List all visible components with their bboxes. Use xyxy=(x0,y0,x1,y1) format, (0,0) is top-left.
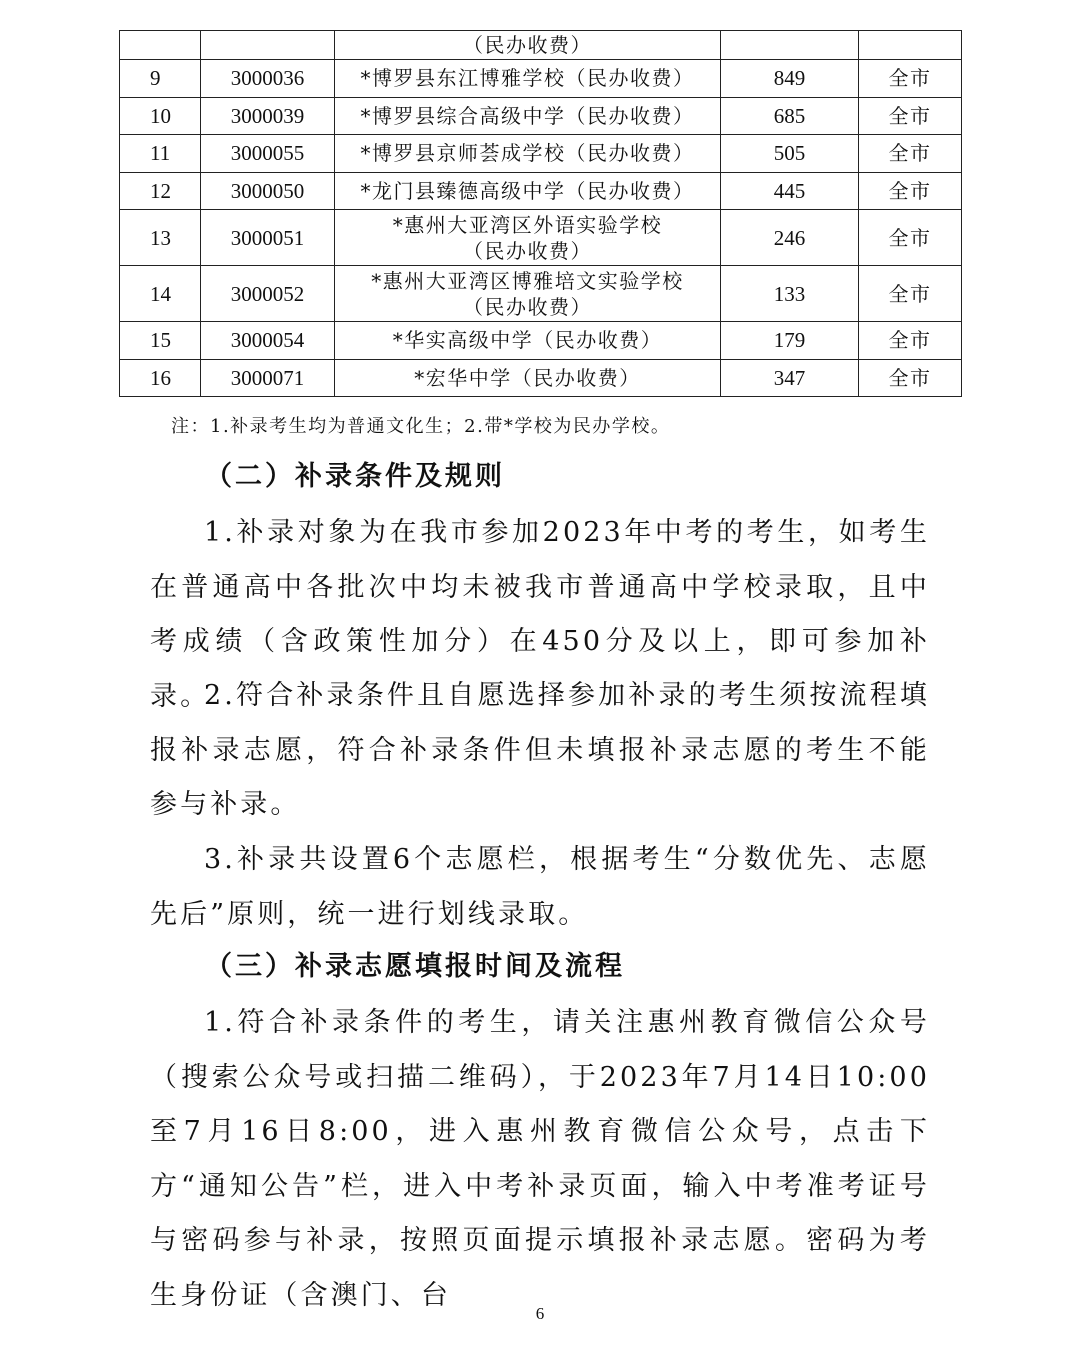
code-cell: 3000051 xyxy=(201,210,335,266)
school-name-line: *博罗县京师荟成学校（民办收费） xyxy=(360,141,695,166)
code-cell: 3000071 xyxy=(201,359,335,397)
table-row xyxy=(120,266,962,322)
table-row xyxy=(120,135,962,173)
plan-count-cell: 179 xyxy=(721,322,859,360)
school-name-line: *华实高级中学（民办收费） xyxy=(392,328,663,353)
school-name-cell xyxy=(335,322,721,360)
school-name-cell xyxy=(335,60,721,98)
school-name-line: *宏华中学（民办收费） xyxy=(414,365,641,390)
table-row xyxy=(120,322,962,360)
code-cell: 3000055 xyxy=(201,135,335,173)
scope-cell: 全市 xyxy=(859,60,962,98)
table-row xyxy=(120,359,962,397)
section-2-heading: （二）补录条件及规则 xyxy=(205,461,505,492)
school-name-line: *博罗县综合高级中学（民办收费） xyxy=(360,103,695,128)
table-row xyxy=(120,172,962,210)
scope-cell: 全市 xyxy=(859,210,962,266)
school-name-cell xyxy=(335,135,721,173)
index-cell: 16 xyxy=(120,359,201,397)
school-name-line: *惠州大亚湾区外语实验学校 xyxy=(392,212,663,237)
scope-cell: 全市 xyxy=(859,322,962,360)
school-name-cell: （民办收费） xyxy=(335,31,721,60)
index-cell: 15 xyxy=(120,322,201,360)
section-2-paragraph-1: 1.补录对象为在我市参加2023年中考的考生，如考生在普通高中各批次中均未被我市普通高中学校录取，且中考成绩（含政策性加分）在450分及以上，即可参加补录。 xyxy=(150,517,930,712)
school-name-line: （民办收费） xyxy=(463,238,592,263)
index-cell: 9 xyxy=(120,60,201,98)
plan-count-cell: 246 xyxy=(721,210,859,266)
index-cell: 10 xyxy=(120,97,201,135)
section-2-paragraph-3: 3.补录共设置6个志愿栏，根据考生“分数优先、志愿先后”原则，统一进行划线录取。 xyxy=(150,844,930,930)
section-3-heading: （三）补录志愿填报时间及流程 xyxy=(205,951,625,982)
code-cell: 3000054 xyxy=(201,322,335,360)
scope-cell: 全市 xyxy=(859,135,962,173)
school-name-line: *博罗县东江博雅学校（民办收费） xyxy=(360,66,695,91)
plan-count-cell: 347 xyxy=(721,359,859,397)
section-3-paragraph-1: 1.符合补录条件的考生，请关注惠州教育微信公众号（搜索公众号或扫描二维码），于2023年7月14日10:00至7月16日8:00，进入惠州教育微信公众号，点击下方“通知公告”栏，进入中考补录页面，输入中考准考证号与密码参与补录，按照页面提示填报补录志愿。密码为考生身份证（含澳门、台 xyxy=(150,1007,930,1311)
index-cell: 13 xyxy=(120,210,201,266)
index-cell: 14 xyxy=(120,266,201,322)
code-cell: 3000050 xyxy=(201,172,335,210)
code-cell: 3000052 xyxy=(201,266,335,322)
school-name-line: （民办收费） xyxy=(463,294,592,319)
scope-cell: 全市 xyxy=(859,172,962,210)
school-name-line: *龙门县臻德高级中学（民办收费） xyxy=(360,178,695,203)
index-cell: 12 xyxy=(120,172,201,210)
plan-count-cell: 505 xyxy=(721,135,859,173)
plan-count-cell: 133 xyxy=(721,266,859,322)
plan-count-cell: 685 xyxy=(721,97,859,135)
school-plan-table xyxy=(119,30,962,397)
section-2-paragraph-2: 2.符合补录条件且自愿选择参加补录的考生须按流程填报补录志愿，符合补录条件但未填报补录志愿的考生不能参与补录。 xyxy=(150,680,930,820)
plan-count-cell: 445 xyxy=(721,172,859,210)
table-row-continued xyxy=(120,31,962,60)
school-name-cell xyxy=(335,97,721,135)
page-number: 6 xyxy=(535,1304,545,1323)
school-name-cell xyxy=(335,359,721,397)
table-row xyxy=(120,210,962,266)
school-name-line: *惠州大亚湾区博雅培文实验学校 xyxy=(371,268,684,293)
school-name-cell xyxy=(335,172,721,210)
scope-cell: 全市 xyxy=(859,97,962,135)
code-cell: 3000036 xyxy=(201,60,335,98)
table-row xyxy=(120,97,962,135)
scope-cell: 全市 xyxy=(859,266,962,322)
code-cell: 3000039 xyxy=(201,97,335,135)
table-row xyxy=(120,60,962,98)
scope-cell: 全市 xyxy=(859,359,962,397)
school-name-cell xyxy=(335,210,721,266)
school-name-cell xyxy=(335,266,721,322)
index-cell: 11 xyxy=(120,135,201,173)
plan-count-cell: 849 xyxy=(721,60,859,98)
table-note: 注：1.补录考生均为普通文化生；2.带*学校为民办学校。 xyxy=(171,416,671,437)
